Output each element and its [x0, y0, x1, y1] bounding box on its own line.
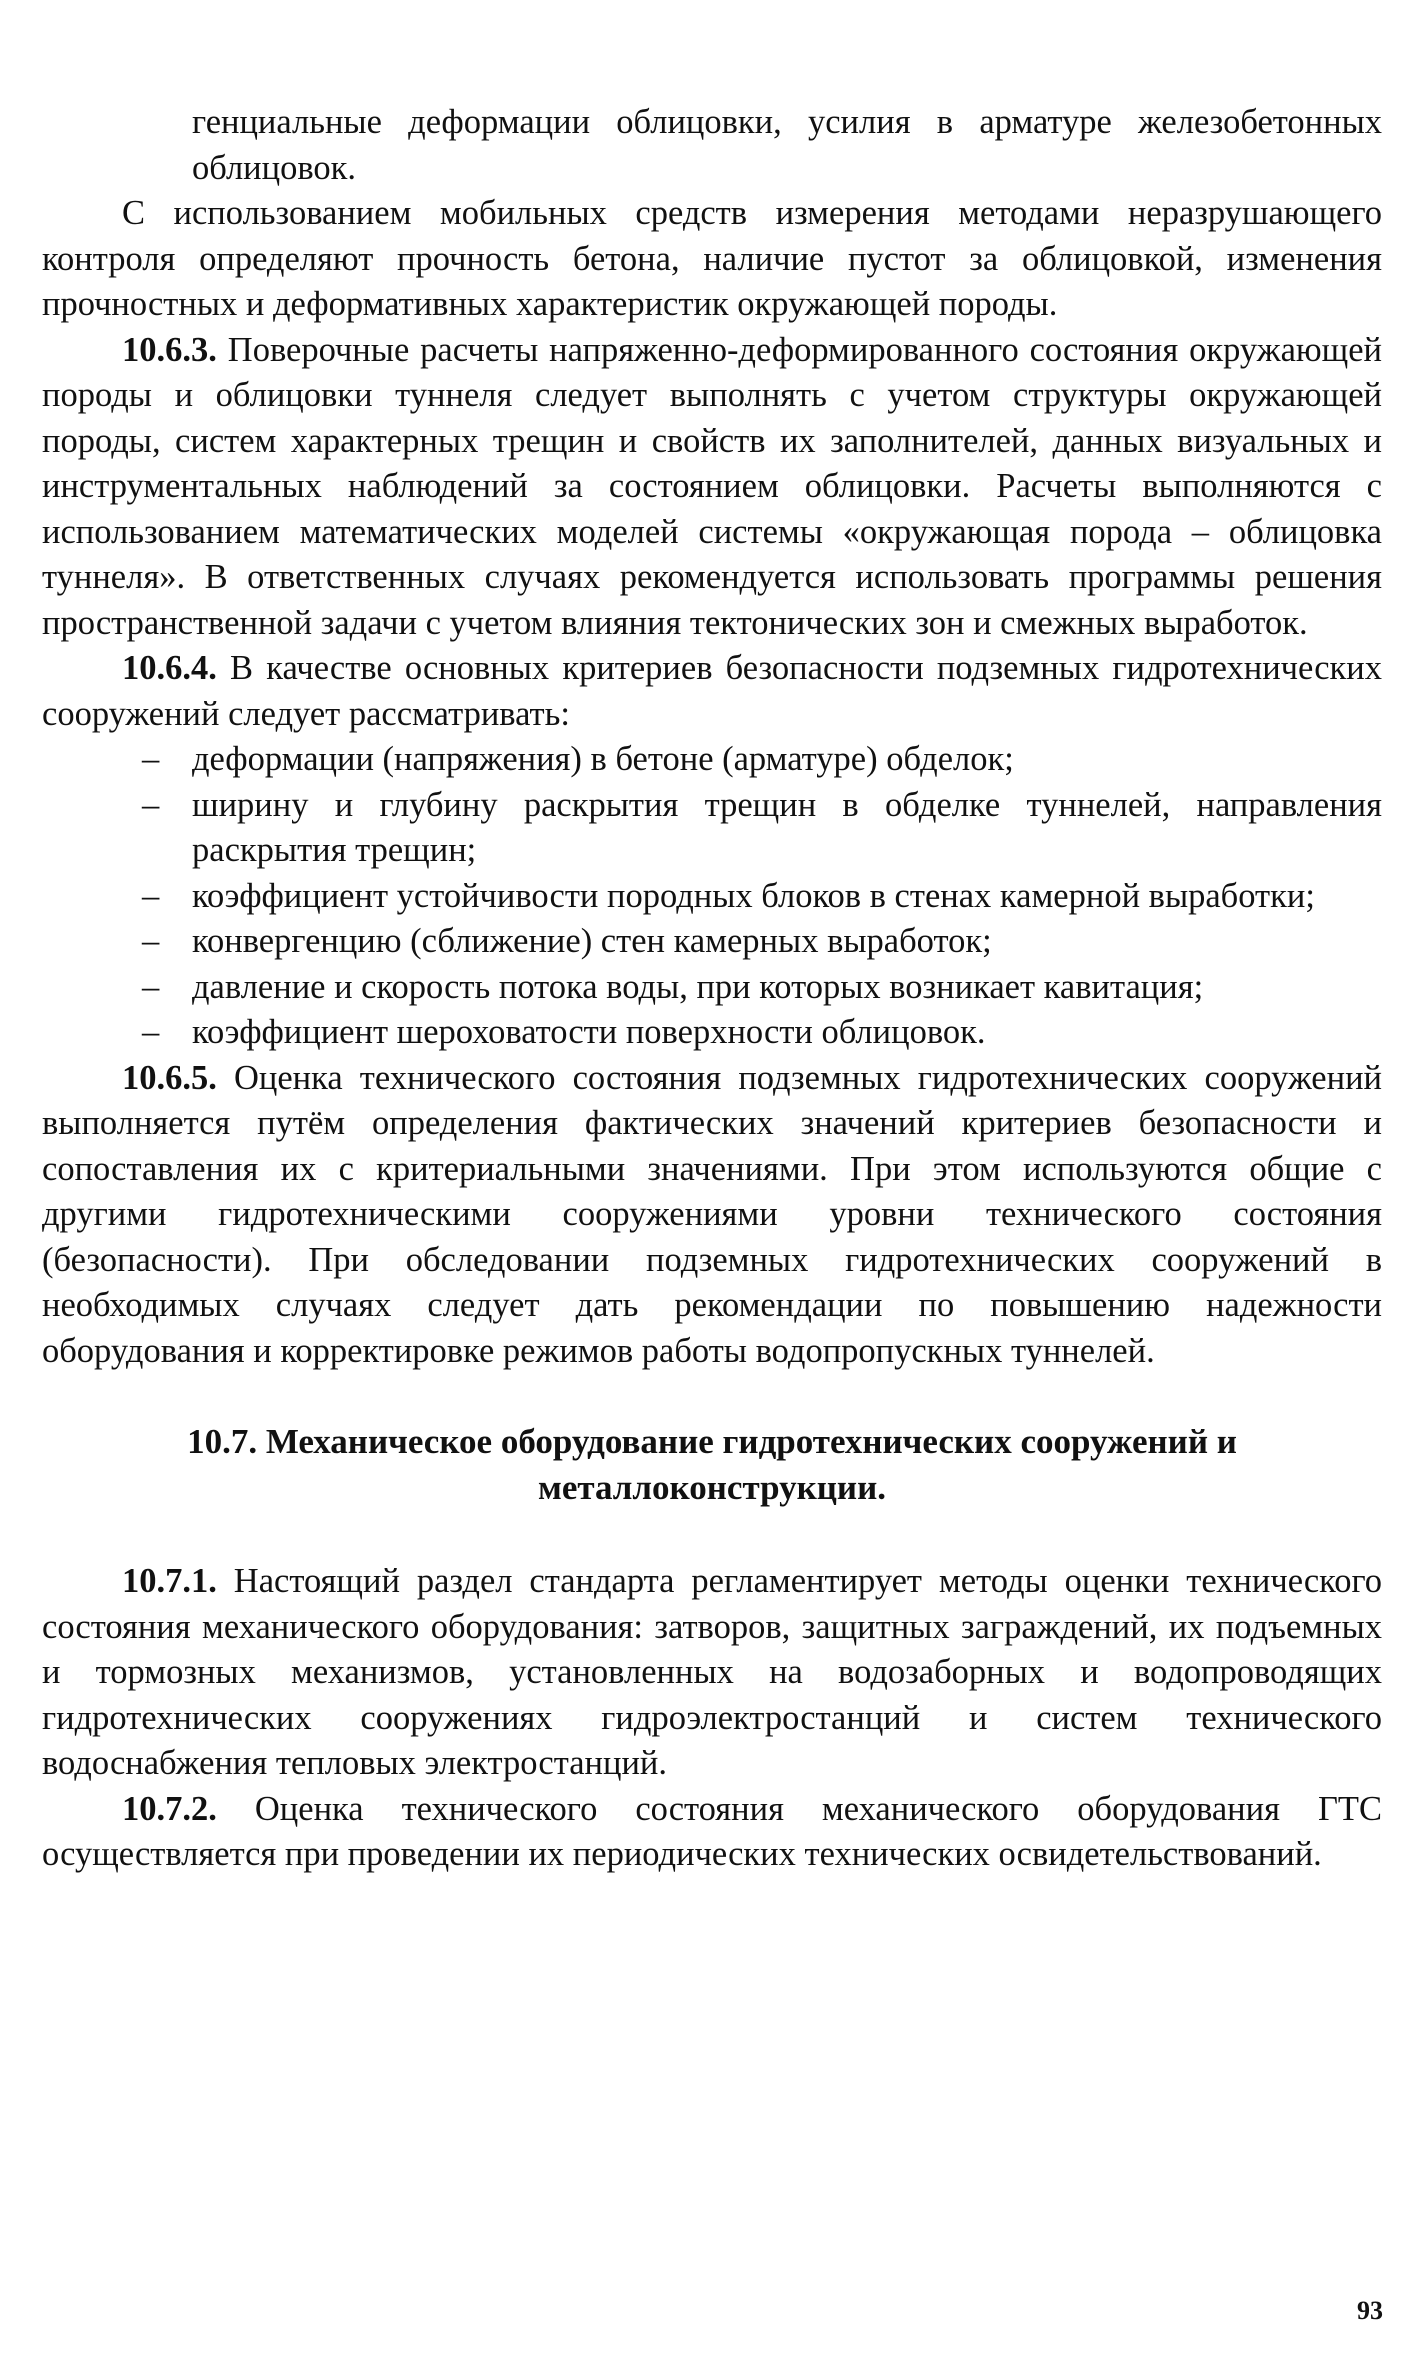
dash-marker: –	[142, 967, 160, 1006]
clause-number: 10.6.4.	[122, 649, 217, 687]
list-item	[42, 965, 1382, 1011]
list-item-text: коэффициент устойчивости породных блоков в стенах камерной выработки;	[192, 876, 1315, 915]
list-item-text: коэффициент шероховатости поверхности облицовок.	[192, 1013, 986, 1051]
clause-number: 10.7.2.	[122, 1789, 217, 1828]
clause-number: 10.7.1.	[122, 1562, 217, 1600]
clause-text: Настоящий раздел стандарта регламентирует методы оценки технического состояния механического оборудования: затворов, защитных заграждений, их подъемных и тормозных механизмов, установленных на водозаборных и водопроводящих гидротехнических сооружениях гидроэлектростанций и систем технического водоснабжения тепловых электростанций.	[42, 1562, 1382, 1782]
dash-marker: –	[142, 785, 160, 824]
clause-text: Оценка технического состояния подземных гидротехнических сооружений выполняется путём определения фактических значений критериев безопасности и сопоставления их с критериальными значениями. При этом используются общие с другими гидротехническими сооружениями уровни технического состояния (безопасности). При обследовании подземных гидротехнических сооружений в необходимых случаях следует дать рекомендации по повышению надежности оборудования и корректировке режимов работы водопропускных туннелей.	[42, 1058, 1382, 1370]
list-item-text: конвергенцию (сближение) стен камерных выработок;	[192, 922, 992, 960]
list-item	[42, 783, 1382, 874]
section-heading-line-1: 10.7. Механическое оборудование гидротехнических сооружений и	[187, 1422, 1237, 1461]
paragraph-10-7-2	[42, 1787, 1382, 1878]
list-item-text: деформации (напряжения) в бетоне (арматуре) обделок;	[192, 740, 1014, 778]
paragraph-10-6-3	[42, 328, 1382, 647]
clause-number: 10.6.5.	[122, 1058, 217, 1097]
paragraph-mobile-measurement: С использованием мобильных средств измерения методами неразрушающего контроля определяют прочность бетона, наличие пустот за облицовкой, изменения прочностных и деформативных характеристик окружающей породы.	[42, 194, 1382, 323]
clause-text: Поверочные расчеты напряженно-деформированного состояния окружающей породы и облицовки туннеля следует выполнять с учетом структуры окружающей породы, систем характерных трещин и свойств их заполнителей, данных визуальных и инструментальных наблюдений за состоянием облицовки. Расчеты выполняются с использованием математических моделей системы «окружающая порода – облицовка туннеля». В ответственных случаях рекомендуется использовать программы решения пространственной задачи с учетом влияния тектонических зон и смежных выработок.	[42, 330, 1382, 642]
list-item	[42, 1010, 1382, 1056]
dash-marker: –	[142, 922, 160, 960]
page-number: 93	[1357, 2296, 1383, 2325]
dash-marker: –	[142, 740, 160, 778]
list-item	[42, 737, 1382, 783]
dash-marker: –	[142, 1013, 160, 1051]
paragraph-10-7-1	[42, 1559, 1382, 1787]
section-heading-10-7	[42, 1419, 1382, 1511]
safety-criteria-list	[42, 737, 1382, 1056]
paragraph-10-6-4	[42, 646, 1382, 737]
dash-marker: –	[142, 876, 160, 915]
list-item-text: давление и скорость потока воды, при которых возникает кавитация;	[192, 967, 1204, 1006]
clause-text: Оценка технического состояния механического оборудования ГТС осуществляется при проведении их периодических технических освидетельствований.	[42, 1789, 1382, 1873]
paragraph-10-6-5	[42, 1056, 1382, 1375]
list-item	[42, 919, 1382, 965]
section-heading-line-2: металлоконструкции.	[537, 1468, 887, 1507]
list-item	[42, 874, 1382, 920]
list-item-text: ширину и глубину раскрытия трещин в обделке туннелей, направления раскрытия трещин;	[192, 785, 1382, 869]
clause-text: В качестве основных критериев безопасности подземных гидротехнических сооружений следует рассматривать:	[42, 649, 1382, 733]
document-page	[42, 100, 1382, 1878]
clause-number: 10.6.3.	[122, 330, 217, 369]
paragraph-continuation: генциальные деформации облицовки, усилия в арматуре железобетонных облицовок.	[192, 103, 1382, 187]
